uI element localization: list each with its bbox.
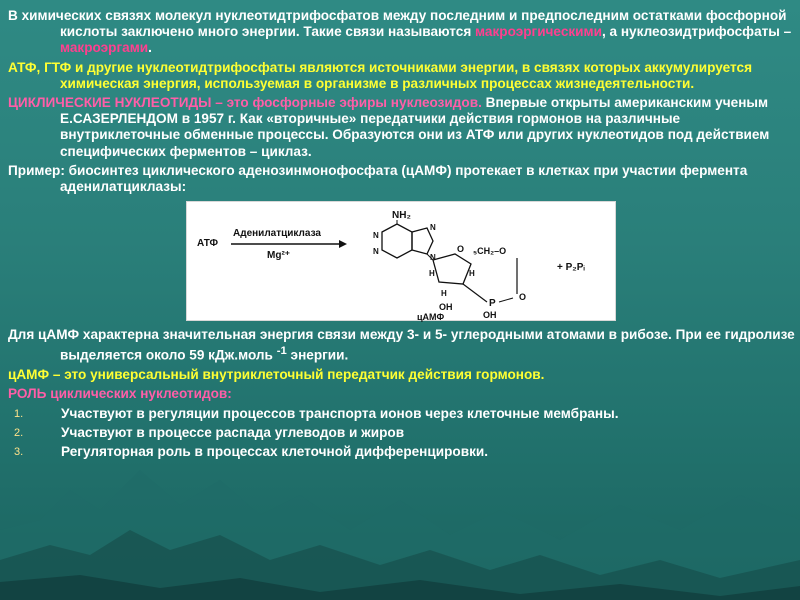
paragraph-roles-heading: РОЛЬ циклических нуклеотидов:	[8, 386, 232, 402]
term-macroergic-bonds: макроэргическими	[475, 24, 602, 40]
paragraph-camp-energy	[8, 327, 796, 364]
n-label-1: N	[373, 231, 379, 241]
camp-label: цАМФ	[417, 312, 445, 323]
p1-text-pre: В химических связях молекул нуклеотидтрифосфатов между последним и предпоследним остатками фосфорной кислоты заключено много энергии. Такие связи называются	[8, 8, 787, 40]
p5-text-post: энергии.	[286, 347, 349, 363]
camp-synthesis-diagram	[186, 201, 616, 321]
list-item-number: 1.	[14, 407, 24, 420]
list-item	[8, 444, 796, 460]
paragraph-macroergic	[8, 8, 796, 57]
list-item-number: 3.	[14, 445, 24, 458]
cyclic-nucleotides-history: Впервые открыты американским ученым Е.САЗЕРЛЕНДОМ в 1957 г. Как «вторичные» передатчики действия гормонов на различные внутриклеточные обменные процессы. Образуются они из АТФ или других нуклеотидов под действием специфических ферментов – циклаз.	[60, 95, 770, 159]
h-label-2: H	[469, 269, 475, 279]
list-item-text: Регуляторная роль в процессах клеточной дифференцировки.	[61, 443, 489, 459]
phosphate-oh: OH	[483, 310, 497, 321]
phosphate-oxygen: O	[519, 292, 527, 303]
list-item	[8, 425, 796, 441]
slide-content	[8, 8, 796, 463]
phosphorus-label: P	[489, 298, 496, 310]
paragraph-atp-gtp: АТФ, ГТФ и другие нуклеотидтрифосфаты являются источниками энергии, в связях которых аккумулируется химическая энергия, используемая в организме в различных процессах жизнедеятельности.	[8, 59, 753, 91]
ch2-label: ₅CH₂–O	[473, 246, 507, 257]
n-label-4: N	[430, 253, 436, 263]
p1-text-mid: , а нуклеозидтрифосфаты –	[601, 24, 792, 40]
list-item-text: Участвуют в регуляции процессов транспорта ионов через клеточные мембраны.	[61, 405, 619, 421]
p1-text-post: .	[148, 40, 152, 56]
p5-text-pre: Для цАМФ характерна значительная энергия связи между 3- и 5- углеродными атомами в рибозе. При ее гидролизе выделяется около 59 кДж.моль	[8, 327, 795, 363]
list-item-text: Участвуют в процессе распада углеводов и жиров	[61, 424, 405, 440]
enzyme-label: Аденилатциклаза	[233, 228, 321, 240]
p5-superscript: -1	[276, 345, 287, 358]
paragraph-example: Пример: биосинтез циклического аденозинмонофосфата (цАМФ) протекает в клетках при участии фермента аденилатциклазы:	[8, 162, 748, 195]
pyrophosphate-label: + P₂Pᵢ	[557, 262, 585, 274]
list-item	[8, 406, 796, 422]
paragraph-camp-messenger: цАМФ – это универсальный внутриклеточный передатчик действия гормонов.	[8, 367, 545, 383]
h-label-3: H	[441, 289, 447, 299]
cyclic-nucleotides-definition: ЦИКЛИЧЕСКИЕ НУКЛЕОТИДЫ – это фосфорные эфиры нуклеозидов.	[8, 95, 482, 111]
n-label-2: N	[373, 247, 379, 257]
h-label-1: H	[429, 269, 435, 279]
roles-list	[8, 406, 796, 461]
reaction-scheme	[187, 202, 617, 322]
n-label-3: N	[430, 223, 436, 233]
list-item-number: 2.	[14, 426, 24, 439]
atp-label: АТФ	[197, 238, 218, 250]
ring-oxygen: O	[457, 244, 465, 255]
nh2-label: NH₂	[392, 210, 411, 222]
paragraph-cyclic-nucleotides	[8, 95, 796, 160]
ribose-oh: OH	[439, 302, 453, 313]
mg-label: Mg²⁺	[267, 250, 291, 262]
term-macroergs: макроэргами	[60, 40, 149, 56]
